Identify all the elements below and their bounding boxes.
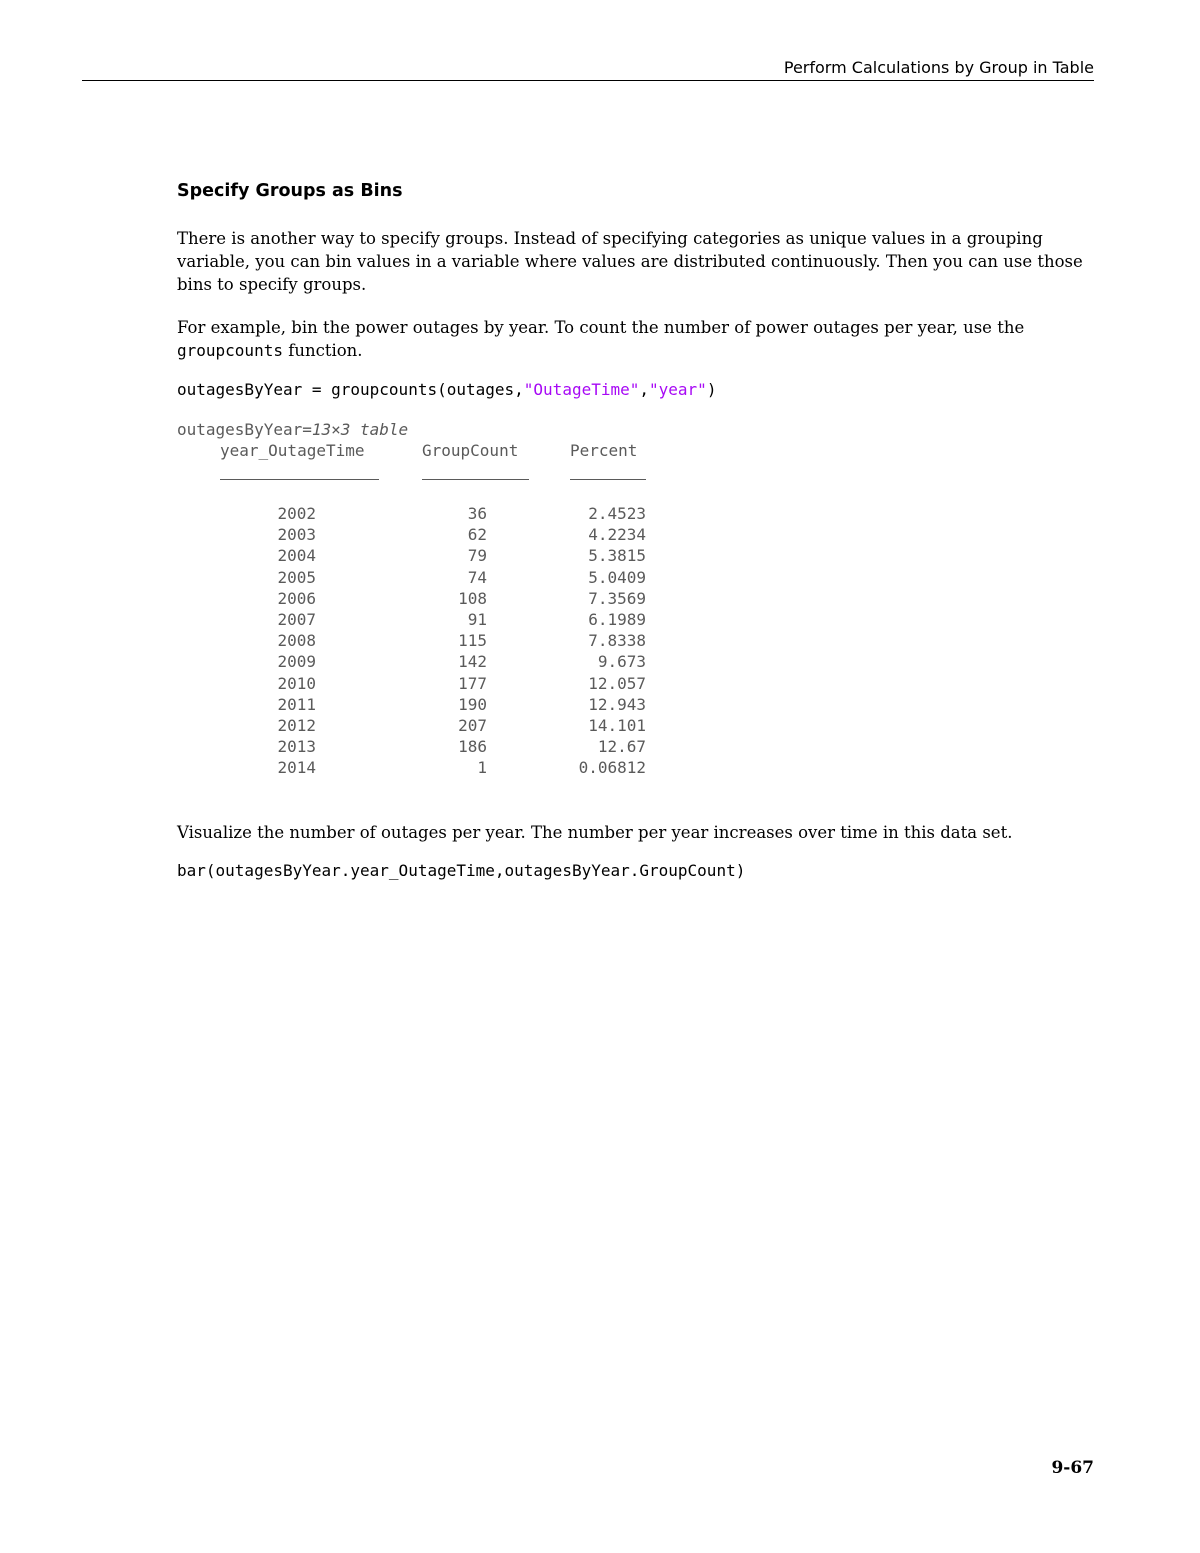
table-row (177, 674, 657, 695)
table-row (177, 737, 657, 758)
page-number: 9-67 (1051, 1458, 1094, 1478)
cell-year: 2014 (277, 758, 316, 778)
cell-percent: 14.101 (588, 716, 646, 735)
table-row (177, 546, 657, 567)
output-title (177, 420, 408, 439)
cell-year: 2009 (277, 652, 316, 672)
cell-groupcount: 207 (458, 716, 487, 735)
cell-groupcount: 186 (458, 737, 487, 757)
table-row (177, 525, 657, 546)
cell-percent: 4.2234 (588, 525, 646, 545)
code-line-groupcounts (177, 380, 716, 399)
code-suffix: ) (706, 380, 717, 399)
cell-year: 2012 (277, 716, 316, 735)
output-size-desc: 13×3 table (311, 420, 409, 439)
cell-groupcount: 108 (458, 588, 487, 608)
table-row (177, 652, 657, 673)
section-heading: Specify Groups as Bins (177, 181, 403, 201)
cell-groupcount: 142 (458, 652, 487, 672)
table-row (177, 610, 657, 631)
paragraph-example-text-start: For example, bin the power outages by year. To count the number of power outages per year, use the (177, 318, 1025, 337)
code-string-outagetime: "OutageTime" (523, 380, 640, 399)
cell-percent: 5.3815 (588, 546, 646, 566)
cell-percent: 5.0409 (588, 567, 646, 587)
cell-groupcount: 115 (458, 631, 487, 651)
cell-groupcount: 74 (467, 567, 487, 587)
cell-percent: 7.3569 (588, 588, 646, 608)
cell-groupcount: 190 (458, 694, 487, 714)
table-row (177, 758, 657, 779)
code-prefix: outagesByYear = groupcounts(outages, (177, 380, 524, 399)
cell-groupcount: 1 (477, 758, 487, 778)
cell-year: 2013 (277, 737, 316, 757)
cell-year: 2002 (277, 504, 316, 523)
cell-year: 2003 (277, 525, 316, 545)
table-row (177, 568, 657, 589)
column-header-percent: Percent (570, 441, 638, 460)
table-row (177, 504, 657, 525)
column-header-groupcount: GroupCount (422, 441, 519, 460)
cell-year: 2008 (277, 631, 316, 651)
cell-groupcount: 62 (467, 525, 487, 545)
paragraph-example (177, 316, 1094, 362)
cell-groupcount: 177 (458, 673, 487, 693)
cell-percent: 2.4523 (588, 504, 646, 523)
cell-percent: 12.943 (588, 694, 646, 714)
cell-percent: 7.8338 (588, 631, 646, 651)
paragraph-intro: There is another way to specify groups. Instead of specifying categories as unique values in a grouping variable, you can bin values in a variable where values are distributed continuously. Then you can use those bins to specify groups. (177, 229, 1083, 294)
cell-groupcount: 36 (467, 504, 487, 523)
table-row (177, 695, 657, 716)
column-rule-groupcount (422, 479, 529, 480)
column-rule-percent (570, 479, 646, 480)
column-header-year: year_OutageTime (220, 441, 365, 460)
table-row (177, 589, 657, 610)
code-line-bar: bar(outagesByYear.year_OutageTime,outagesByYear.GroupCount) (177, 861, 746, 880)
code-comma: , (639, 380, 650, 399)
cell-percent: 12.67 (597, 737, 646, 757)
page-header-title: Perform Calculations by Group in Table (783, 58, 1094, 77)
table-row (177, 716, 657, 737)
code-string-year: "year" (649, 380, 707, 399)
paragraph-visualize: Visualize the number of outages per year. The number per year increases over time in this data set. (177, 823, 1013, 842)
header-rule (82, 80, 1094, 81)
cell-percent: 12.057 (588, 673, 646, 693)
cell-year: 2011 (277, 694, 316, 714)
cell-year: 2007 (277, 610, 316, 629)
cell-groupcount: 79 (467, 546, 487, 566)
cell-percent: 9.673 (597, 652, 646, 672)
paragraph-example-text-end: function. (282, 341, 363, 360)
cell-percent: 0.06812 (578, 758, 646, 778)
cell-year: 2005 (277, 567, 316, 587)
column-rule-year (220, 479, 379, 480)
inline-code-groupcounts: groupcounts (177, 341, 283, 360)
cell-groupcount: 91 (467, 610, 487, 629)
output-var-name: outagesByYear= (177, 420, 312, 439)
cell-year: 2010 (277, 673, 316, 693)
cell-percent: 6.1989 (588, 610, 646, 629)
table-row (177, 631, 657, 652)
cell-year: 2004 (277, 546, 316, 566)
cell-year: 2006 (277, 588, 316, 608)
